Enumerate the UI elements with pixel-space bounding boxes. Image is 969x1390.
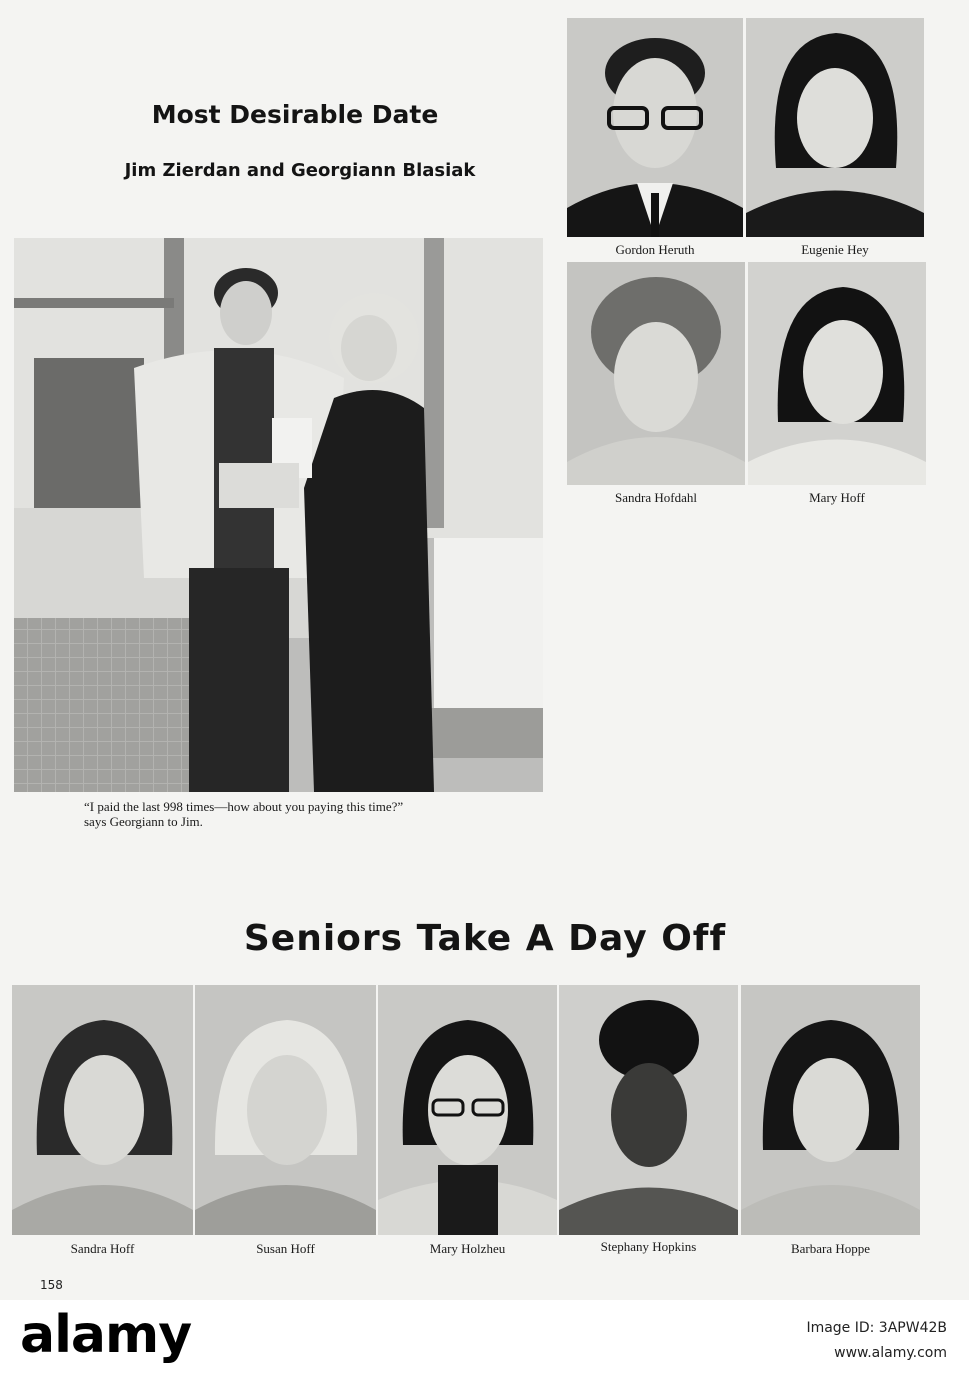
page-number: 158 [40,1278,63,1292]
portrait-name: Barbara Hoppe [790,1241,871,1256]
portrait-photo [378,985,557,1235]
portrait-name: Eugenie Hey [801,242,869,257]
portrait-photo [748,262,926,485]
image-id-label: Image ID: 3APW42B [806,1320,947,1336]
portrait-name: Sandra Hofdahl [615,490,697,505]
portrait-name: Susan Hoff [256,1241,315,1256]
portrait-name: Mary Holzheu [429,1241,506,1256]
section-title: Most Desirable Date [151,100,439,129]
main-title: Seniors Take A Day Off [243,918,727,959]
portrait-name: Sandra Hoff [70,1241,135,1256]
portrait-photo [746,18,924,237]
site-url: www.alamy.com [834,1345,947,1361]
portrait-photo [195,985,376,1235]
couple-names: Jim Zierdan and Georgiann Blasiak [124,160,476,181]
photo-caption-line-2: says Georgiann to Jim. [84,814,203,829]
portrait-name: Mary Hoff [809,490,865,505]
portrait-name: Gordon Heruth [615,242,695,257]
photo-caption-line-1: “I paid the last 998 times—how about you paying this time?” [84,799,404,814]
portrait-photo [567,18,743,237]
portrait-name: Stephany Hopkins [600,1239,697,1254]
photo-caption [84,799,504,829]
date-photo [14,238,543,792]
portrait-photo [12,985,193,1235]
alamy-logo: alamy [20,1305,192,1365]
portrait-photo [741,985,920,1235]
portrait-photo [559,985,738,1235]
portrait-photo [567,262,745,485]
